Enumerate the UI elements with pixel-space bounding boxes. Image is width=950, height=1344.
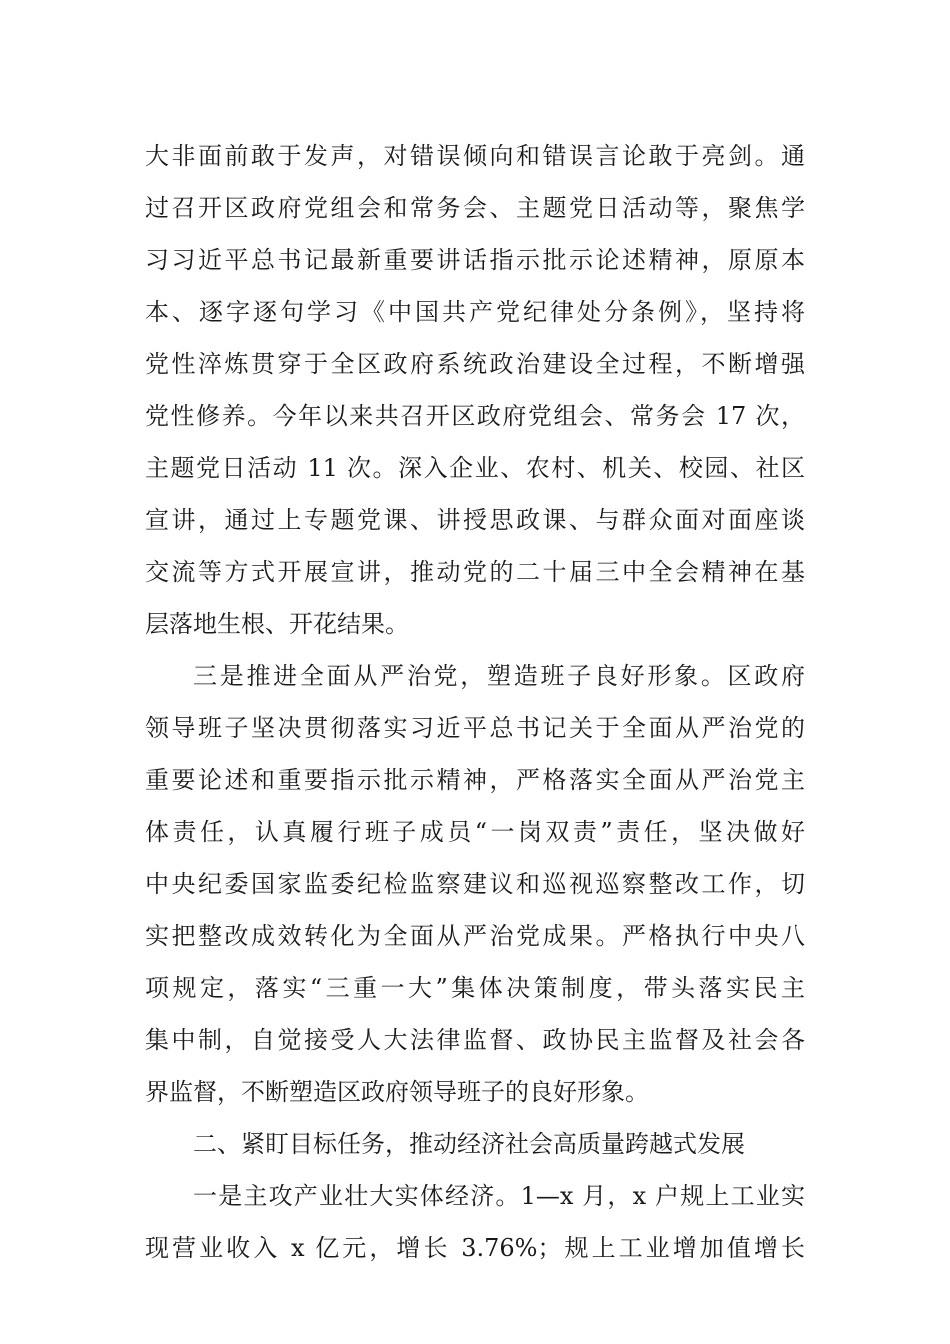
text-line: 实把整改成效转化为全面从严治党成果。严格执行中央八 <box>145 922 805 950</box>
text-line: 过召开区政府党组会和常务会、主题党日活动等，聚焦学 <box>145 194 805 222</box>
text-line: 宣讲，通过上专题党课、讲授思政课、与群众面对面座谈 <box>145 506 805 534</box>
paragraph-first-line: 三是推进全面从严治党，塑造班子良好形象。区政府 <box>193 662 805 690</box>
text-line: 中央纪委国家监委纪检监察建议和巡视巡察整改工作，切 <box>145 870 805 898</box>
text-line: 本、逐字逐句学习《中国共产党纪律处分条例》，坚持将 <box>145 298 805 326</box>
document-body <box>145 130 805 1274</box>
section-heading: 二、紧盯目标任务，推动经济社会高质量跨越式发展 <box>193 1130 745 1158</box>
text-line: 习习近平总书记最新重要讲话指示批示论述精神，原原本 <box>145 246 805 274</box>
text-line: 项规定，落实“三重一大”集体决策制度，带头落实民主 <box>145 974 805 1002</box>
text-line: 主题党日活动 11 次。深入企业、农村、机关、校园、社区 <box>145 454 805 482</box>
text-line: 集中制，自觉接受人大法律监督、政协民主监督及社会各 <box>145 1026 805 1054</box>
text-line: 体责任，认真履行班子成员“一岗双责”责任，坚决做好 <box>145 818 805 846</box>
text-line: 党性修养。今年以来共召开区政府党组会、常务会 17 次， <box>145 402 805 430</box>
text-line: 领导班子坚决贯彻落实习近平总书记关于全面从严治党的 <box>145 714 805 742</box>
text-line: 重要论述和重要指示批示精神，严格落实全面从严治党主 <box>145 766 805 794</box>
text-line: 大非面前敢于发声，对错误倾向和错误言论敢于亮剑。通 <box>145 142 805 170</box>
text-line: 交流等方式开展宣讲，推动党的二十届三中全会精神在基 <box>145 558 805 586</box>
text-line: 现营业收入 x 亿元，增长 3.76%；规上工业增加值增长 <box>145 1234 805 1262</box>
text-line: 党性淬炼贯穿于全区政府系统政治建设全过程，不断增强 <box>145 350 805 378</box>
paragraph-first-line: 一是主攻产业壮大实体经济。1—x 月，x 户规上工业实 <box>193 1182 805 1210</box>
text-line: 层落地生根、开花结果。 <box>145 610 409 638</box>
text-line: 界监督，不断塑造区政府领导班子的良好形象。 <box>145 1078 649 1106</box>
